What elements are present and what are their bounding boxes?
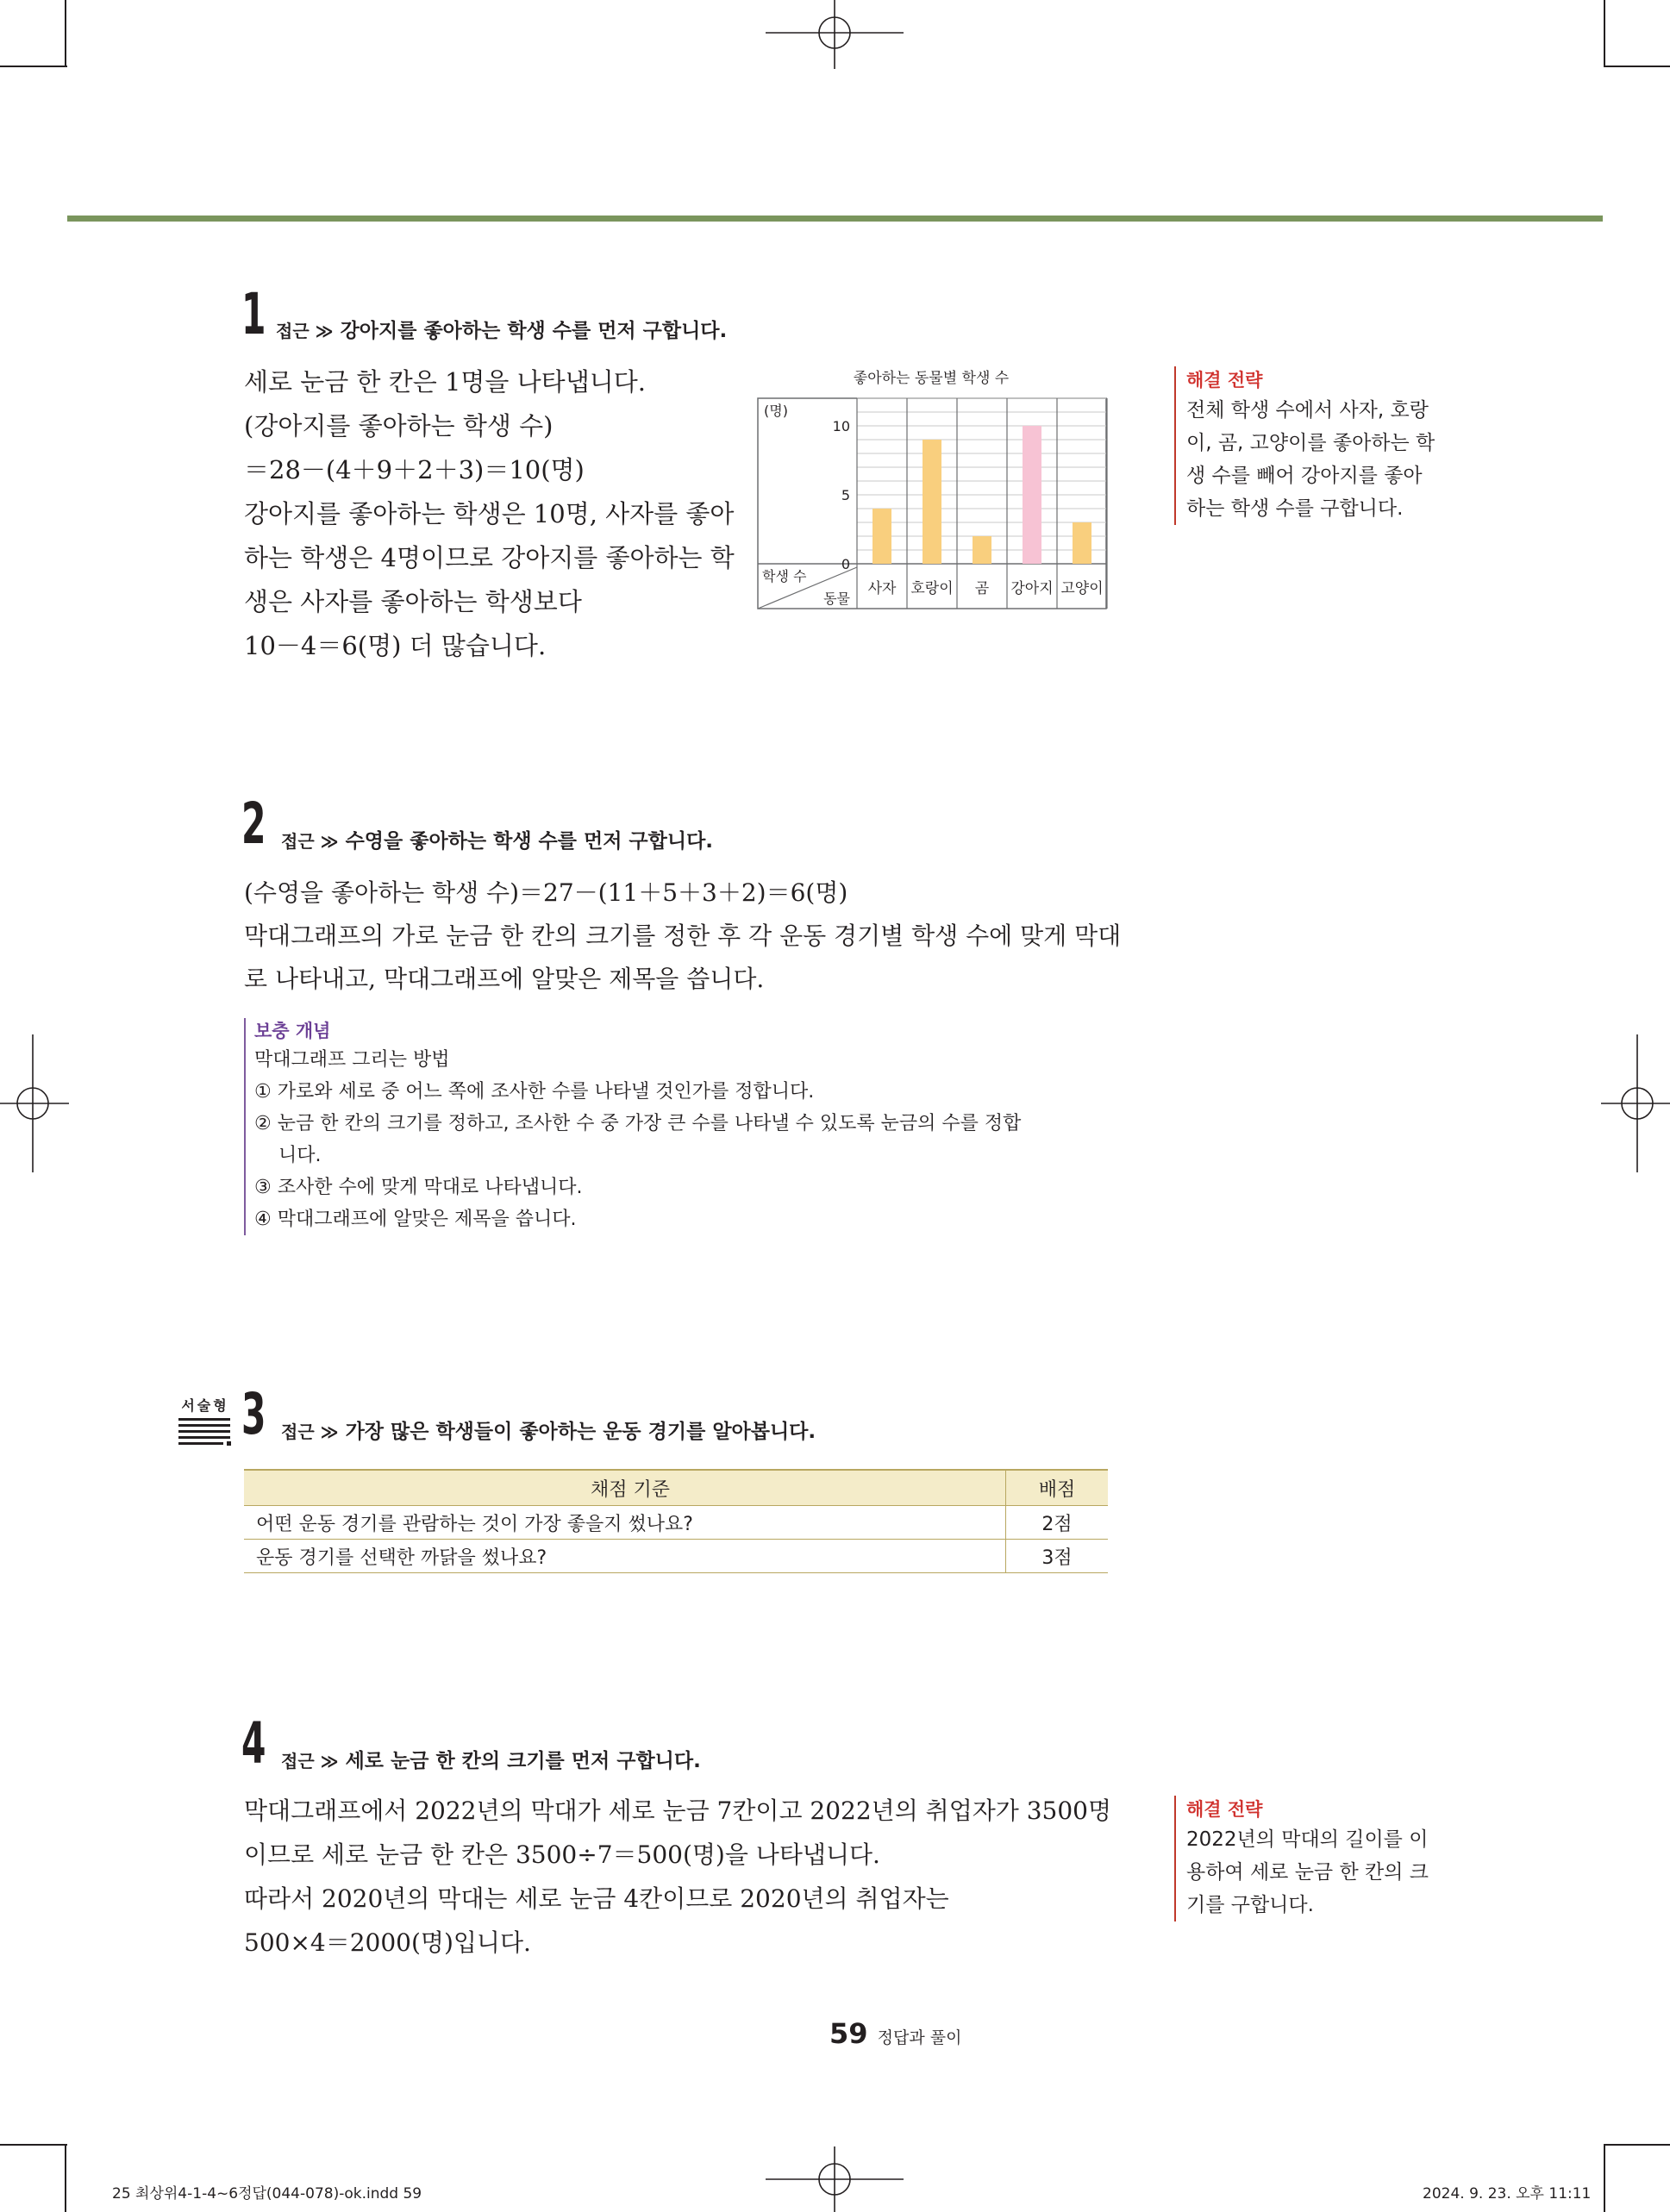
q3-number: 3 <box>241 1381 266 1447</box>
table-header-row <box>244 1470 1108 1506</box>
chart-bar <box>923 440 941 564</box>
q1-line: 세로 눈금 한 칸은 1명을 나타냅니다. <box>244 367 646 397</box>
concept-line: ② 눈금 한 칸의 크기를 정하고, 조사한 수 중 가장 큰 수를 나타낼 수 있도록 눈금의 수를 정합 <box>254 1113 1022 1134</box>
q4-line: 500×4＝2000(명)입니다. <box>244 1928 531 1957</box>
approach-text: 가장 많은 학생들이 좋아하는 운동 경기를 알아봅니다. <box>345 1421 816 1443</box>
chart-y-tick-label: 10 <box>832 418 850 434</box>
chart-y-unit-label: (명) <box>764 403 788 419</box>
chart-corner-bottom-label: 동물 <box>823 590 850 607</box>
concept-line: ③ 조사한 수에 맞게 막대로 나타냅니다. <box>254 1177 583 1198</box>
q1-number: 1 <box>241 281 266 347</box>
q4-line: 따라서 2020년의 막대는 세로 눈금 4칸이므로 2020년의 취업자는 <box>244 1884 949 1913</box>
strategy-line: 이, 곰, 고양이를 좋아하는 학 <box>1186 432 1435 454</box>
strategy-line: 2022년의 막대의 길이를 이 <box>1186 1828 1429 1851</box>
chart-bar <box>1073 522 1091 564</box>
chart-category-label: 사자 <box>867 580 897 597</box>
chart-corner-top-label: 학생 수 <box>762 568 807 584</box>
writing-lines-icon <box>178 1417 232 1448</box>
q1-line: (강아지를 좋아하는 학생 수) <box>244 411 554 441</box>
chart-y-tick-label: 0 <box>841 556 850 572</box>
crop-mark <box>0 66 67 67</box>
approach-text: 수영을 좋아하는 학생 수를 먼저 구합니다. <box>345 830 714 853</box>
strategy-line: 기를 구합니다. <box>1186 1894 1314 1916</box>
concept-line: 막대그래프 그리는 방법 <box>254 1049 450 1071</box>
concept-title: 보충 개념 <box>254 1021 331 1041</box>
chart-svg <box>757 362 1109 612</box>
approach-text: 강아지를 좋아하는 학생 수를 먼저 구합니다. <box>340 320 728 342</box>
table-header: 채점 기준 <box>244 1470 1006 1506</box>
approach-text: 세로 눈금 한 칸의 크기를 먼저 구합니다. <box>345 1750 701 1772</box>
page-number: 59 <box>829 2017 868 2050</box>
page-section: 정답과 풀이 <box>877 2028 962 2047</box>
q4-approach <box>281 1745 701 1773</box>
strategy-line: 하는 학생 수를 구합니다. <box>1186 497 1404 520</box>
crop-mark <box>1604 2144 1670 2146</box>
strategy-line: 용하여 세로 눈금 한 칸의 크 <box>1186 1861 1429 1884</box>
chart-category-label: 호랑이 <box>910 580 954 597</box>
q2-line: 로 나타내고, 막대그래프에 알맞은 제목을 씁니다. <box>244 965 765 993</box>
chart-title: 좋아하는 동물별 학생 수 <box>853 370 1010 387</box>
approach-tag: 접근 ≫ <box>281 1751 339 1771</box>
q2-number: 2 <box>241 790 266 857</box>
registration-target-icon <box>766 0 904 69</box>
animal-bar-chart <box>757 362 1109 612</box>
page-number-block <box>829 2017 961 2050</box>
registration-target-icon <box>1601 1034 1670 1172</box>
table-row <box>244 1506 1108 1540</box>
essay-badge <box>178 1395 232 1448</box>
table-cell: 3점 <box>1006 1540 1109 1573</box>
concept-line: ④ 막대그래프에 알맞은 제목을 씁니다. <box>254 1209 577 1230</box>
q1-line: 10－4＝6(명) 더 많습니다. <box>244 631 547 660</box>
chart-bar <box>873 509 891 564</box>
q4-line: 이므로 세로 눈금 한 칸은 3500÷7＝500(명)을 나타냅니다. <box>244 1840 880 1869</box>
table-cell: 운동 경기를 선택한 까닭을 썼나요? <box>244 1540 1006 1573</box>
strategy-line: 전체 학생 수에서 사자, 호랑 <box>1186 399 1429 422</box>
strategy-title: 해결 전략 <box>1186 370 1263 391</box>
table-cell: 어떤 운동 경기를 관람하는 것이 가장 좋을지 썼나요? <box>244 1506 1006 1540</box>
table-cell: 2점 <box>1006 1506 1109 1540</box>
q1-line: ＝28－(4＋9＋2＋3)＝10(명) <box>244 455 585 484</box>
q4-number: 4 <box>241 1710 266 1777</box>
q4-line: 막대그래프에서 2022년의 막대가 세로 눈금 7칸이고 2022년의 취업자가 3500명 <box>244 1796 1112 1825</box>
approach-tag: 접근 ≫ <box>276 321 334 341</box>
chart-bar <box>1023 426 1041 564</box>
q2-solution <box>244 872 1121 1001</box>
q2-line: 막대그래프의 가로 눈금 한 칸의 크기를 정한 후 각 운동 경기별 학생 수에 맞게 막대 <box>244 922 1122 950</box>
q1-line: 생은 사자를 좋아하는 학생보다 <box>244 587 582 616</box>
q1-approach <box>276 315 727 343</box>
header-rule <box>67 216 1603 222</box>
q1-line: 하는 학생은 4명이므로 강아지를 좋아하는 학 <box>244 543 735 572</box>
essay-badge-label: 서술형 <box>181 1397 229 1414</box>
footer-datetime: 2024. 9. 23. 오후 11:11 <box>1423 2185 1592 2203</box>
scoring-table <box>244 1469 1108 1573</box>
concept-line: 니다. <box>254 1145 322 1166</box>
strategy-line: 생 수를 빼어 강아지를 좋아 <box>1186 465 1423 487</box>
q2-concept-box <box>244 1018 1116 1235</box>
q2-line: (수영을 좋아하는 학생 수)＝27－(11＋5＋3＋2)＝6(명) <box>244 878 848 907</box>
strategy-title: 해결 전략 <box>1186 1799 1263 1820</box>
q1-line: 강아지를 좋아하는 학생은 10명, 사자를 좋아 <box>244 499 735 528</box>
crop-mark <box>1604 66 1670 67</box>
concept-line: ① 가로와 세로 중 어느 쪽에 조사한 수를 나타낼 것인가를 정합니다. <box>254 1081 815 1103</box>
table-row <box>244 1540 1108 1573</box>
footer-file: 25 최상위4-1-4~6정답(044-078)-ok.indd 59 <box>112 2185 422 2203</box>
crop-mark <box>65 2144 66 2212</box>
crop-mark <box>65 0 66 67</box>
approach-tag: 접근 ≫ <box>281 1422 339 1442</box>
chart-category-label: 강아지 <box>1010 580 1054 597</box>
chart-category-label: 고양이 <box>1060 580 1104 597</box>
table-header: 배점 <box>1006 1470 1109 1506</box>
q1-solution <box>244 360 735 668</box>
registration-target-icon <box>766 2146 904 2212</box>
crop-mark <box>1604 2144 1605 2212</box>
crop-mark <box>1604 0 1605 67</box>
chart-category-label: 곰 <box>974 580 990 597</box>
chart-y-tick-label: 5 <box>841 487 850 503</box>
q4-solution <box>244 1789 1111 1965</box>
chart-bar <box>973 536 991 564</box>
q2-approach <box>281 825 713 853</box>
crop-mark <box>0 2144 67 2146</box>
q3-approach <box>281 1415 816 1444</box>
q1-strategy-box <box>1174 366 1471 525</box>
approach-tag: 접근 ≫ <box>281 831 339 852</box>
q4-strategy-box <box>1174 1796 1471 1921</box>
registration-target-icon <box>0 1034 69 1172</box>
